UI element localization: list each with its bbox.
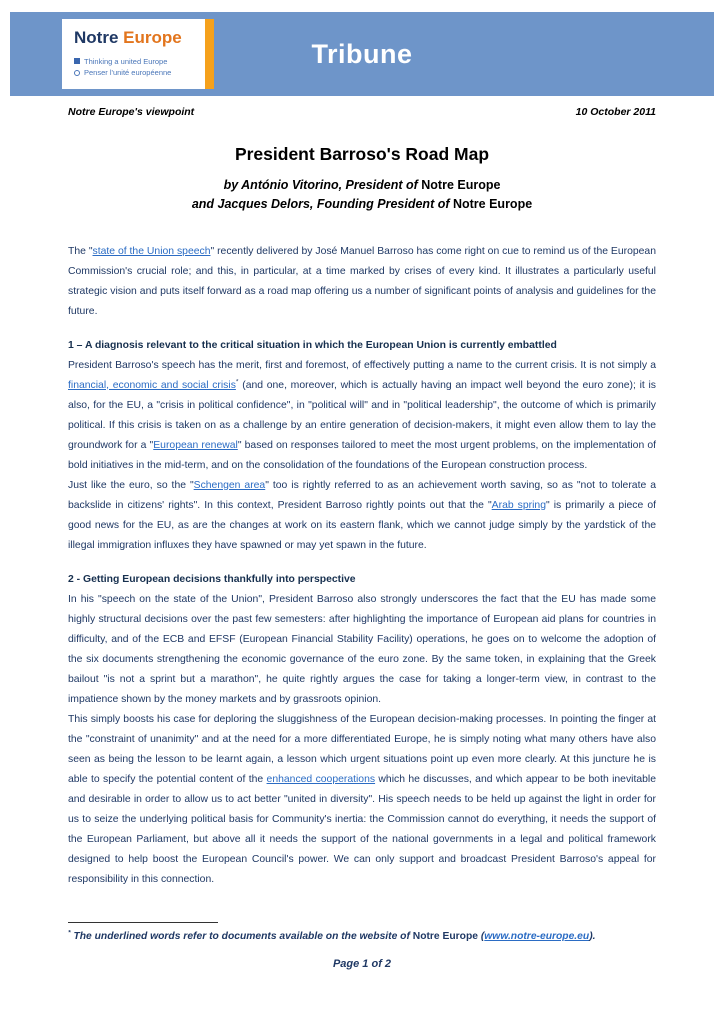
document-title: President Barroso's Road Map	[234, 144, 490, 164]
footnote-rule	[68, 922, 218, 923]
banner-title: Tribune	[311, 38, 413, 69]
paragraph	[68, 710, 656, 890]
byline-line-2	[0, 195, 724, 214]
paragraph	[68, 476, 656, 556]
text-run: This simply boosts his case for deploring the sluggishness of the European decision-making processes. In pointing the finger at the "constraint of unanimity" and at the need for a more differentiated Europe, he is simply noting what many others have also seen as being the lesson to be learnt again, a lesson which urgent situations point up even more clearly. At this juncture he is able to specify the potential content of the	[68, 713, 656, 785]
text-run: " based on responses tailored to meet the most urgent problems, on the implementation of bold initiatives in the mid-term, and on the consolidation of the foundations of the European construction process.	[68, 439, 657, 471]
banner	[10, 12, 714, 96]
date-label: 10 October 2011	[575, 106, 656, 118]
text-run: The underlined words refer to documents available on the website of	[70, 931, 413, 942]
text-run: *	[235, 378, 239, 386]
footnote	[68, 929, 656, 944]
text-run: Notre Europe	[412, 931, 478, 942]
text-run: *	[68, 929, 71, 937]
text-run: (and one, moreover, which is actually having an impact well beyond the euro zone); it is also, for the EU, a "crisis in political confidence", in "political will" and in "political leadership", the outcome of which is primarily political. If this crisis is taken on as a challenge by an entire generation of decision-makers, it might even allow them to lay the groundwork for a "	[68, 379, 657, 451]
byline-line-1	[0, 176, 724, 195]
text-run: ).	[589, 931, 596, 942]
paragraph	[68, 242, 656, 322]
european-renewal-link[interactable]: European renewal	[153, 439, 238, 451]
arab-spring-link[interactable]: Arab spring	[491, 499, 546, 511]
text-run: In his "speech on the state of the Union", President Barroso also strongly underscores the fact that the EU has made some highly structural decisions over the past few semesters: after highlighting the importance of European aid plans for countries in difficulty, and of the ECB and EFSF (European Financial Stability Facility) operations, he goes on to welcome the adoption of the six documents strengthening the economic governance of the euro zone. By the same token, in explaining that the Greek bailout "is not a sprint but a marathon", he quite rightly argues the case for taking a longer-term view, in contrast to the impatience shown by the money markets and by grassroots opinion.	[68, 593, 656, 705]
text-run: Notre Europe	[452, 197, 533, 212]
notre-europe-logo	[62, 19, 214, 89]
state-of-the-union-speech-link[interactable]: state of the Union speech	[92, 245, 211, 257]
text-run: " is primarily a piece of good news for the EU, as are the changes at work on its eastern flank, which we cannot judge simply by the yardstick of the illegal immigration influxes they have spawned or may yet spawn in the future.	[68, 499, 656, 551]
financial-economic-social-crisis-link[interactable]: financial, economic and social crisis	[68, 379, 236, 391]
page-number: Page 1 of 2	[332, 958, 392, 971]
viewpoint-label: Notre Europe's viewpoint	[68, 106, 195, 118]
meta-row	[68, 106, 656, 118]
enhanced-cooperations-link[interactable]: enhanced cooperations	[266, 773, 376, 785]
text-run: Just like the euro, so the "	[68, 479, 194, 491]
logo-text-notre: Notre	[74, 28, 119, 47]
document-body	[68, 242, 656, 890]
logo-wordmark	[74, 29, 196, 48]
schengen-area-link[interactable]: Schengen area	[193, 479, 266, 491]
text-run: which he discusses, and which appear to be both inevitable and desirable in order to allow us to act better "united in diversity". His speech needs to be held up against the light in order for us to seize the underlying political basis for Community's inertia: the Commission cannot do everything, it needs the support of the European Parliament, but above all it needs the support of the national governments in a legal and political framework designed to help boost the European Council's power. We can only support and broadcast President Barroso's appeal for responsibility in this connection.	[68, 773, 657, 885]
notre-europe-website-link[interactable]: www.notre-europe.eu	[484, 931, 590, 942]
text-run: (	[478, 931, 485, 942]
logo-tagline-en: Thinking a united Europe	[84, 56, 168, 66]
text-run: President Barroso's speech has the merit, first and foremost, of effectively putting a name to the current crisis. It is not simply a	[68, 359, 656, 371]
section-heading-1: 1 – A diagnosis relevant to the critical situation in which the European Union is currently embattled	[68, 339, 557, 351]
text-run: The "	[68, 245, 93, 257]
text-run: " recently delivered by José Manuel Barroso has come right on cue to remind us of the European Commission's crucial role; and this, in particular, at a time marked by crises of every kind. It illustrates a particularly useful strategic vision and puts itself forward as a road map offering us a number of significant points of analysis and guidelines for the future.	[68, 245, 656, 317]
paragraph	[68, 590, 656, 710]
section-heading-2: 2 - Getting European decisions thankfully into perspective	[68, 573, 356, 585]
byline	[0, 176, 724, 215]
text-run: and Jacques Delors, Founding President of	[191, 197, 453, 212]
page-footer	[68, 922, 656, 970]
logo-orange-stripe	[205, 19, 214, 89]
text-run: " too is rightly referred to as an achievement worth saving, so as "not to tolerate a backslide in citizens' rights". In this context, President Barroso rightly points out that the "	[68, 479, 656, 511]
text-run: Notre Europe	[421, 178, 501, 192]
paragraph	[68, 356, 656, 476]
circle-bullet-icon	[74, 70, 80, 76]
logo-text-europe: Europe	[123, 28, 182, 47]
logo-tagline-fr: Penser l'unité européenne	[84, 67, 172, 77]
text-run: by António Vitorino, President of	[223, 178, 422, 192]
square-bullet-icon	[74, 58, 80, 64]
logo-tagline	[74, 56, 196, 79]
